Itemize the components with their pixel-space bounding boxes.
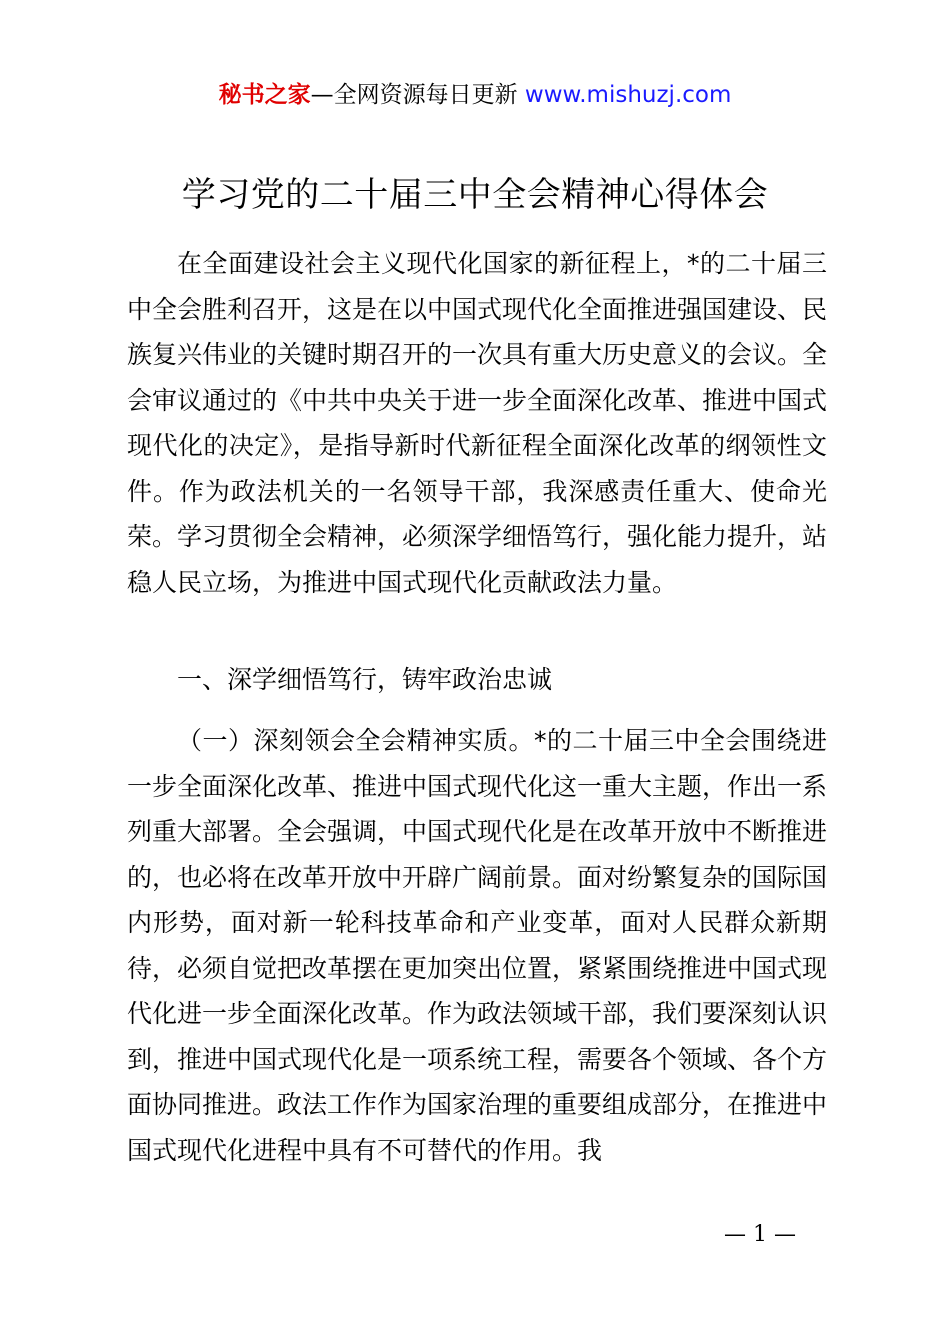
page-number: — 1 — [724,1222,796,1247]
subsection-paragraph-1: （一）深刻领会全会精神实质。*的二十届三中全会围绕进一步全面深化改革、推进中国式现代化这一重大主题，作出一系列重大部署。全会强调，中国式现代化是在改革开放中不断推进的，也必将在改革开放中开辟广阔前景。面对纷繁复杂的国际国内形势，面对新一轮科技革命和产业变革，面对人民群众新期待，必须自觉把改革摆在更加突出位置，紧紧围绕推进中国式现代化进一步全面深化改革。作为政法领域干部，我们要深刻认识到，推进中国式现代化是一项系统工程，需要各个领域、各个方面协同推进。政法工作作为国家治理的重要组成部分，在推进中国式现代化进程中具有不可替代的作用。我 [127,726,828,1165]
document-title: 学习党的二十届三中全会精神心得体会 [181,175,769,215]
section-heading-1: 一、深学细悟笃行，铸牢政治忠诚 [177,665,553,694]
site-tagline: —全网资源每日更新 [310,82,525,108]
site-url-link[interactable]: www.mishuzj.com [524,82,732,108]
site-brand: 秘书之家 [218,82,311,108]
site-header [0,78,950,112]
intro-paragraph: 在全面建设社会主义现代化国家的新征程上，*的二十届三中全会胜利召开，这是在以中国式现代化全面推进强国建设、民族复兴伟业的关键时期召开的一次具有重大历史意义的会议。全会审议通过的《中共中央关于进一步全面深化改革、推进中国式现代化的决定》，是指导新时代新征程全面深化改革的纲领性文件。作为政法机关的一名领导干部，我深感责任重大、使命光荣。学习贯彻全会精神，必须深学细悟笃行，强化能力提升，站稳人民立场，为推进中国式现代化贡献政法力量。 [127,249,828,597]
